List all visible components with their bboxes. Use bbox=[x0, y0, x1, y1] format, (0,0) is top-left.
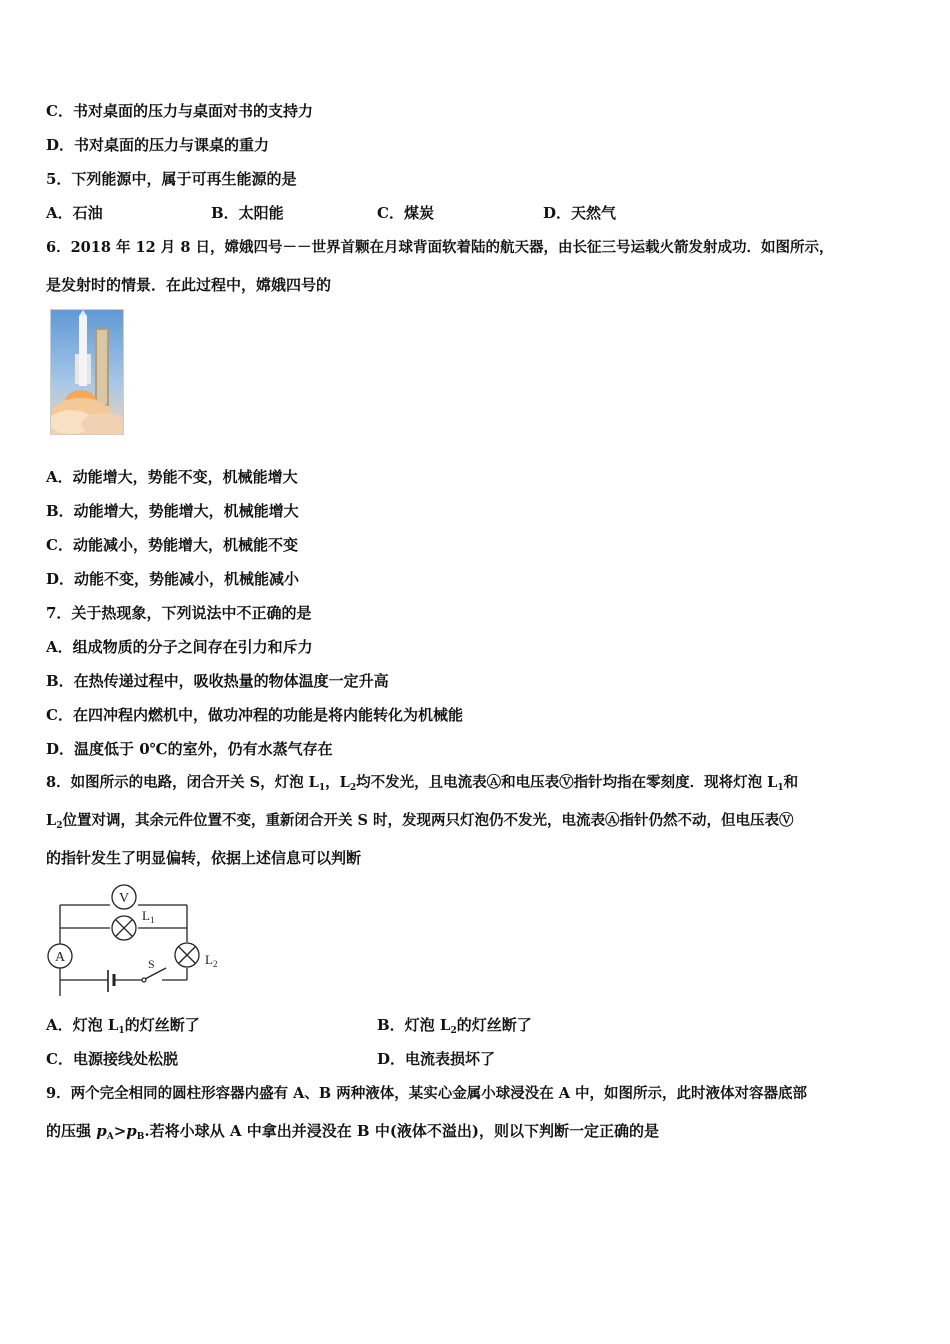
q8-option-b: B．灯泡 $L_2$的灯丝断了 bbox=[377, 1016, 532, 1036]
q7-option-d: D．温度低于 0℃的室外，仍有水蒸气存在 bbox=[46, 740, 333, 758]
lamp-l1-label: $L_1$ bbox=[142, 908, 155, 925]
q7-option-a: A．组成物质的分子之间存在引力和斥力 bbox=[46, 638, 313, 656]
q8-stem-line2: $L_2$位置对调，其余元件位置不变，重新闭合开关 S 时，发现两只灯泡仍不发光，电流表Ⓐ指针仍然不动，但电压表Ⓥ bbox=[46, 812, 794, 831]
q5-stem: 5．下列能源中，属于可再生能源的是 bbox=[46, 170, 297, 188]
q6-option-d: D．动能不变，势能减小，机械能减小 bbox=[46, 570, 300, 588]
q5-option-c: C．煤炭 bbox=[377, 204, 434, 222]
circuit-diagram bbox=[42, 880, 232, 1000]
q6-option-c: C．动能减小，势能增大，机械能不变 bbox=[46, 536, 298, 554]
q5-option-b: B．太阳能 bbox=[211, 204, 284, 222]
switch-label: S bbox=[148, 957, 155, 971]
q8-option-d: D．电流表损坏了 bbox=[377, 1050, 496, 1068]
q7-option-b: B．在热传递过程中，吸收热量的物体温度一定升高 bbox=[46, 672, 389, 690]
q6-stem-line2: 是发射时的情景．在此过程中，嫦娥四号的 bbox=[46, 276, 332, 294]
q7-stem: 7．关于热现象，下列说法中不正确的是 bbox=[46, 604, 312, 622]
q6-option-b: B．动能增大，势能增大，机械能增大 bbox=[46, 502, 299, 520]
rocket-launch-image bbox=[50, 309, 124, 435]
q5-option-d: D．天然气 bbox=[543, 204, 617, 222]
q7-option-c: C．在四冲程内燃机中，做功冲程的功能是将内能转化为机械能 bbox=[46, 706, 463, 724]
q8-option-a: A．灯泡 $L_1$的灯丝断了 bbox=[46, 1016, 200, 1036]
ammeter-label: A bbox=[54, 950, 66, 965]
q8-stem-line1: 8．如图所示的电路，闭合开关 S，灯泡 $L_1$，$L_2$均不发光，且电流表Ⓐ和电压表Ⓥ指针均指在零刻度．现将灯泡 $L_1$和 bbox=[46, 774, 799, 793]
voltmeter-label: V bbox=[118, 891, 130, 906]
q6-stem-line1: 6．2018 年 12 月 8 日，嫦娥四号－－世界首颗在月球背面软着陆的航天器，由长征三号运载火箭发射成功．如图所示， bbox=[46, 239, 834, 256]
q8-option-c: C．电源接线处松脱 bbox=[46, 1050, 178, 1068]
q9-stem-line2: 的压强 $p_A>p_B$.若将小球从 A 中拿出并浸没在 B 中(液体不溢出)，则以下判断一定正确的是 bbox=[46, 1122, 660, 1142]
q8-stem-line3: 的指针发生了明显偏转，依据上述信息可以判断 bbox=[46, 849, 362, 867]
prev-option-c: C．书对桌面的压力与桌面对书的支持力 bbox=[46, 102, 313, 120]
q5-option-a: A．石油 bbox=[46, 204, 103, 222]
q9-stem-line1: 9．两个完全相同的圆柱形容器内盛有 A、B 两种液体，某实心金属小球浸没在 A 中，如图所示，此时液体对容器底部 bbox=[46, 1085, 808, 1102]
q6-option-a: A．动能增大，势能不变，机械能增大 bbox=[46, 468, 298, 486]
prev-option-d: D．书对桌面的压力与课桌的重力 bbox=[46, 136, 270, 154]
lamp-l2-label: $L_2$ bbox=[205, 952, 218, 969]
